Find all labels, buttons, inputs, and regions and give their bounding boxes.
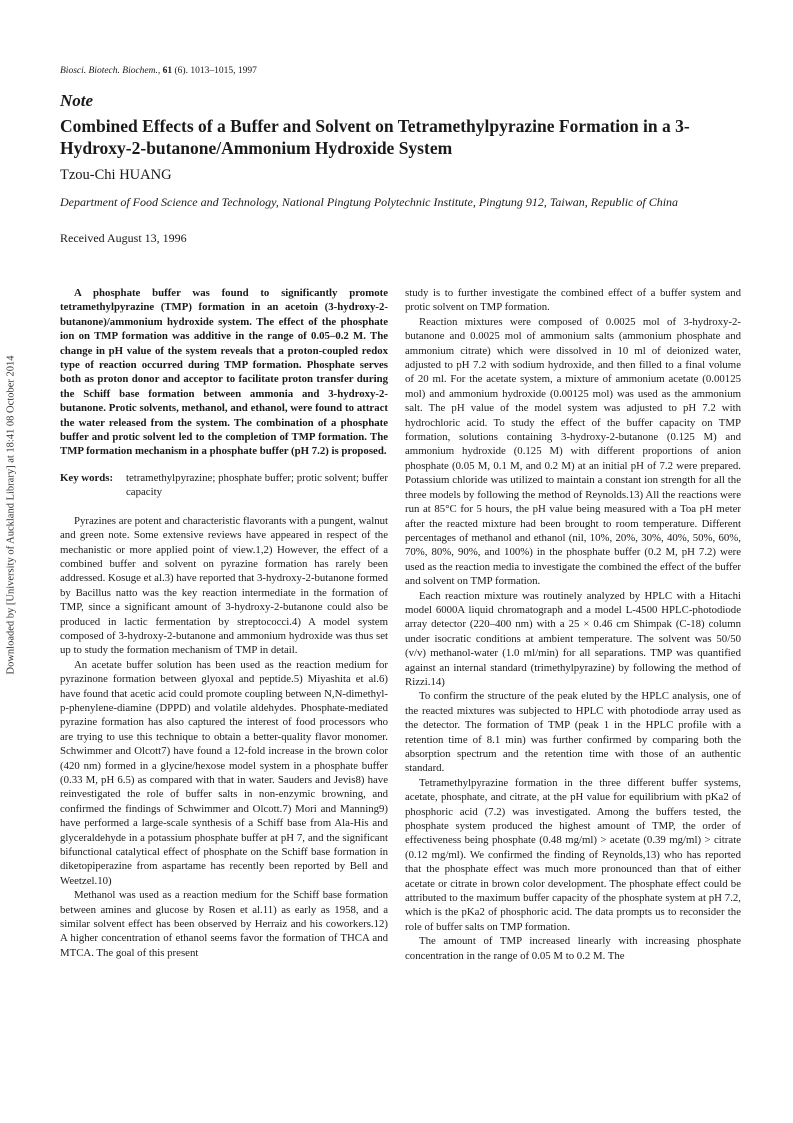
paragraph: Reaction mixtures were composed of 0.0025 mol of 3-hydroxy-2-butanone and 0.0025 mol of ammonium salts (ammonium phosphate and ammonium citrate) which were dissolved in 10 ml of deionized water, adjusted to pH 7.2 with sodium hydroxide, and then filled to a final volume of 20 ml. For the acetate system, a mixture of ammonium acetate (0.00125 mol) and ammonium hydroxide (0.00125 mol) was used as the ammonium salt. The pH value of the model system was adjusted to pH 7.2 with hydrochloric acid. To study the effect of the buffer capacity on TMP formation, solutions containing 3-hydroxy-2-butanone (0.125 M) and ammonium hydroxide (0.125 M) with different proportions of anion phosphate (0.05 M, 0.1 M, and 0.2 M) at an initial pH of 7.2 were prepared. Potassium chloride was utilized to maintain a constant ion strength for all the three models by following the method of Reynolds.13) All the reactions were run at 85°C for 5 hours, the pH value being measured with a Toa pH meter after the reacted mixture had been brought to room temperature. Different percentages of methanol and ethanol (nil, 10%, 20%, 30%, 40%, 50%, 60%, 70%, 80%, 90%, and 100%) in the phosphate buffer (0.2 M, pH 7.2) were used as the reaction media to investigate the combined the effect of the buffer and solvent on TMP formation.	[405, 315, 741, 588]
author-affiliation: Department of Food Science and Technology, National Pingtung Polytechnic Institute, Pingtung 912, Taiwan, Republic of China	[60, 195, 679, 209]
paragraph: Each reaction mixture was routinely analyzed by HPLC with a Hitachi model 6000A liquid chromatograph and a model L-4500 HPLC-photodiode array detector (220–400 nm) with a 25 × 0.46 cm Shimpak (C-18) column under isocratic conditions at ambient temperature. The solvent was 50/50 (v/v) methanol-water (1.0 ml/min) for all separations. TMP was quantified against an internal standard (trimethylpyrazine) by following the method of Rizzi.14)	[405, 589, 741, 688]
paragraph: Tetramethylpyrazine formation in the three different buffer systems, acetate, phosphate, and citrate, at the pH value for equilibrium with pKa2 of phosphoric acid (7.2) was investigated. Among the buffers tested, the phosphate system produced the highest amount of TMP, the order of effectiveness being phosphate (0.48 mg/ml) > acetate (0.39 mg/ml) > citrate (0.12 mg/ml). We confirmed the finding of Reynolds,13) who has reported that the phosphate effect was much more pronounced than that of either acetate or citrate in brown color development. The phosphate effect could be attributed to the maximum buffer capacity of the phosphate system at pH 7.2, which is the pKa2 of phosphoric acid. The data prompts us to reconsider the role of buffer salts on TMP formation.	[405, 776, 741, 933]
paragraph: study is to further investigate the combined effect of a buffer system and protic solvent on TMP formation.	[405, 287, 741, 314]
journal-name: Biosci. Biotech. Biochem.,	[60, 66, 161, 76]
journal-citation	[60, 66, 257, 76]
article-title: Combined Effects of a Buffer and Solvent on Tetramethylpyrazine Formation in a 3-Hydroxy-2-butanone/Ammonium Hydroxide System	[60, 116, 690, 158]
keywords	[60, 471, 388, 500]
journal-issue-pages: (6). 1013–1015, 1997	[172, 66, 257, 76]
received-date: Received August 13, 1996	[60, 231, 187, 245]
right-column	[405, 286, 741, 963]
abstract: A phosphate buffer was found to significantly promote tetramethylpyrazine (TMP) formation in an acetoin (3-hydroxy-2-butanone)/ammonium hydroxide system. The effect of the phosphate ion on TMP formation was additive in the range of 0.05–0.2 M. The change in pH value of the system reveals that a proton-coupled redox type of reaction occurred during TMP formation. Phosphate serves both as proton donor and acceptor to facilitate proton transfer during the Schiff base formation between ammonia and 3-hydroxy-2-butanone. Protic solvents, methanol, and ethanol, were found to attract the water released from the system. The combination of a phosphate buffer and protic solvent led to the completion of TMP formation. The TMP formation mechanism in a phosphate buffer (pH 7.2) is proposed.	[60, 287, 388, 458]
paragraph: The amount of TMP increased linearly with increasing phosphate concentration in the range of 0.05 M to 0.2 M. The	[405, 935, 741, 962]
download-watermark-text: Downloaded by [University of Auckland Library] at 18:41 08 October 2014	[5, 355, 17, 675]
download-watermark	[4, 345, 18, 685]
left-column	[60, 286, 388, 960]
keywords-label: Key words:	[60, 471, 114, 484]
article-type-label: Note	[60, 91, 94, 110]
author-name: Tzou-Chi HUANG	[60, 167, 172, 183]
paragraph: Pyrazines are potent and characteristic flavorants with a pungent, walnut and green note. Some extensive reviews have appeared in respect of the mechanistic or more applied point of view.1,2) However, the effect of a combined buffer and solvent on pyrazine formation has rarely been addressed. Kosuge et al.3) have reported that 3-hydroxy-2-butanone formed by Bacillus natto was the key reaction intermediate in the formation of TMP, since a significant amount of 3-hydroxy-2-butanone could also be produced in lactic fermentation by streptococci.4) A model system composed of 3-hydroxy-2-butanone and ammonium hydroxide was thus set up to study the formation mechanism of TMP in detail.	[60, 514, 388, 657]
paragraph: To confirm the structure of the peak eluted by the HPLC analysis, one of the reacted mixtures was subjected to HPLC with photodiode array used as the detector. The formation of TMP (peak 1 in the HPLC profile with a retention time of 8.1 min) was further confirmed by comparing both the absorption spectrum and the retention time with those of an authentic standard.	[405, 690, 741, 775]
paragraph: An acetate buffer solution has been used as the reaction medium for pyrazinone formation between glyoxal and peptide.5) Miyashita et al.6) have found that acetic acid could promote coupling between N,N-dimethyl-p-phenylene-diamine (DPPD) and volatile aldehydes. Phosphate-mediated pyrazine formation has also captured the interest of food processors who are trying to use this technique to obtain a better-quality flavor monomer. Schwimmer and Olcott7) have found a 12-fold increase in the brown color (420 nm) formed in a glycine/hexose model system in a phosphate buffer (0.33 M, pH 6.5) as compared with that in water. Sauders and Jevis8) have reinvestigated the role of buffer salts in non-enzymic browning, and confirmed the findings of Schwimmer and Olcott.7) Mori and Manning9) have performed a large-scale synthesis of a Schiff base from Ala-His and glyceraldehyde in a potassium phosphate buffer at pH 7, and the significant bifunctional catalytical effect of phosphate on the Schiff base formation in diketopiperazine from aspartame has recently been reported by Bell and Weetzel.10)	[60, 658, 388, 887]
keywords-text: tetramethylpyrazine; phosphate buffer; protic solvent; buffer capacity	[126, 471, 388, 499]
paragraph: Methanol was used as a reaction medium for the Schiff base formation between amines and glucose by Rosen et al.11) as early as 1958, and a similar solvent effect has been observed by Herraiz and his coworkers.12) A higher concentration of ethanol seems favor the formation of THCA and MTCA. The goal of this present	[60, 889, 388, 959]
journal-volume: 61	[162, 66, 173, 76]
